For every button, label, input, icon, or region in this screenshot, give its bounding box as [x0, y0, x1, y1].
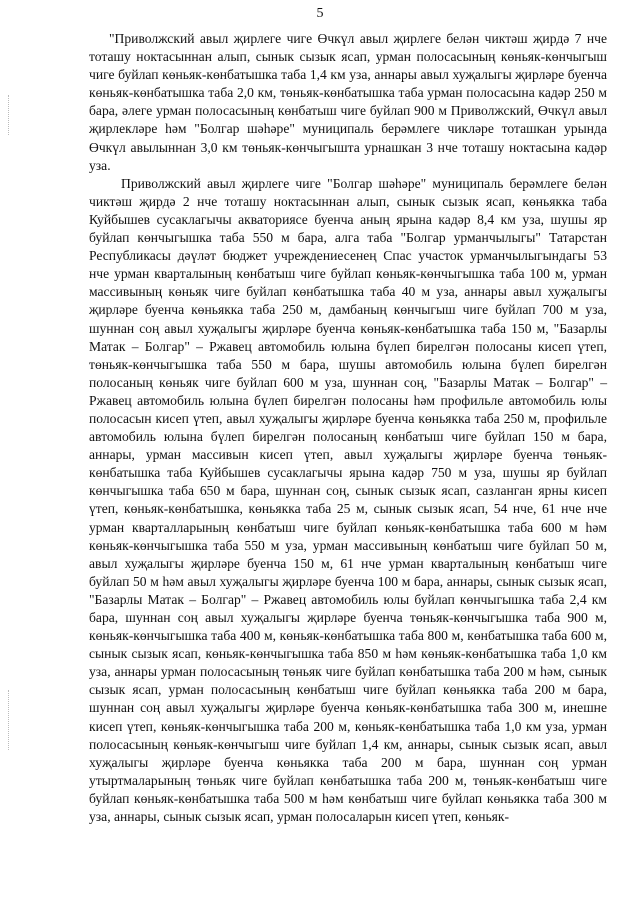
scan-margin-marks-lower	[8, 690, 13, 750]
scan-margin-marks	[8, 95, 13, 135]
page-number: 5	[316, 6, 324, 21]
paragraph-1: "Приволжский авыл җирлеге чиге Өчкүл авыл җирлеге белән чиктәш җирдә 7 нче тоташу ноктасыннан алып, сынык сызык ясап, урман полосасының көньяк-көнчыгыш чиге буйлап көньяк-көнбатышка таба 1,4 км уза, аннары авыл хуҗалыгы җирләре буенча көньяк-көнбатышка таба 2,0 км, төньяк-көнбатышка таба урман полосасына кадәр 250 м бара, әлеге урман полосасының көнбатыш чиге буйлап 900 м Приволжский, Өчкүл авыл җирлекләре һәм "Болгар шәһәре" муниципаль берәмлеге чикләре тоташкан урында Өчкүл авылыннан 3,0 км төньяк-көнчыгышта урнашкан 3 нче тоташу ноктасына кадәр уза.	[89, 31, 607, 173]
document-body	[89, 30, 607, 826]
paragraph-2: Приволжский авыл җирлеге чиге "Болгар шәһәре" муниципаль берәмлеге белән чиктәш җирдә 2 нче тоташу ноктасыннан алып, сынык сызык ясап, көньякка таба Куйбышев сусаклагычы акваториясе буенча аның ярына кадәр 8,4 км уза, шушы яр буйлап көнчыгышка таба 550 м бара, алга таба "Болгар урманчылыгы" Татарстан Республикасы дәүләт бюджет учреждениесенең Спас участок урманчылыгындагы 53 нче урман кварталының көнбатыш чиге буйлап көньяк-көнчыгышка таба 100 м, урман массивының көньяк чиге буйлап көнбатышка таба 40 м уза, аннары авыл хуҗалыгы җирләре буенча көньякка таба 250 м, дамбаның көнчыгыш чиге буйлап 700 м уза, шуннан соң авыл хуҗалыгы җирләре буенча көньяк-көнбатышка таба 150 м, "Базарлы Матак – Болгар" – Ржавец автомобиль юлына бүлеп бирелгән полосаны кисеп үтеп, төньяк-көнчыгышка таба 550 м бара, шушы автомобиль юлына бүлеп бирелгән полосаның көньяк чиге буйлап 600 м уза, шуннан соң, "Базарлы Матак – Болгар" – Ржавец автомобиль юлына бүлеп бирелгән полосаны һәм профильле автомобиль юлы полосасын кисеп үтеп, авыл хуҗалыгы җирләре буенча көньякка таба 250 м, профильле автомобиль юлына бүлеп бирелгән полосаның көнбатыш чиге буйлап 150 м бара, аннары, урман массивын кисеп үтеп, авыл хуҗалыгы җирләре буенча төньяк-көнбатышка таба Куйбышев сусаклагычы ярына кадәр 750 м уза, шушы яр буйлап көнчыгышка таба 650 м бара, шуннан соң, сынык сызык ясап, сазланган ярны кисеп үтеп, көньяк-көнбатышка, көньякка таба 25 м, сынык сызык ясап, 54 нче, 61 нче нче урман кварталларының көнбатыш чиге буйлап көньяк-көнбатышка таба 600 м һәм көньяк-көнчыгышка таба 550 м уза, урман массивының көнбатыш чиге буйлап 50 м, авыл хуҗалыгы җирләре буенча 150 м, 61 нче урман кварталының көнбатыш чиге буйлап 50 м һәм авыл хуҗалыгы җирләре буенча 100 м бара, аннары, сынык сызык ясап, "Базарлы Матак – Болгар" – Ржавец автомобиль юлы буйлап көнчыгышка таба 2,4 км бара, шуннан соң авыл хуҗалыгы җирләре буенча төньяк-көнчыгышка таба 900 м, көньяк-көнчыгышка таба 400 м, көньяк-көнбатышка таба 800 м, көнбатышка таба 600 м, сынык сызык ясап, көньяк-көнчыгышка таба 850 м һәм көньяк-көнбатышка таба 1,0 км уза, аннары урман полосасының төньяк чиге буйлап көнбатышка таба 200 м һәм, сынык сызык ясап, урман полосасының көнбатыш чиге буйлап көньякка таба 200 м бара, шуннан соң авыл хуҗалыгы җирләре буенча көньяк-көнбатышка таба 300 м, инешне кисеп үтеп, көньяк-көнчыгышка таба 200 м, көньяк-көнбатышка таба 1,0 км уза, урман полосасының көньяк-көнчыгыш чиге буйлап 1,4 км, аннары, сынык сызык ясап, авыл хуҗалыгы җирләре буенча көньякка таба 200 м бара, шуннан соң урман утыртмаларының төньяк чиге буйлап көнбатышка таба 200 м, төньяк-көнбатыш чиге буйлап көньяк-көнбатышка таба 500 м һәм көнбатыш чиге буйлап көньякка таба 300 м уза, аннары, сынык сызык ясап, урман полосаларын кисеп үтеп, көньяк-	[89, 175, 607, 825]
